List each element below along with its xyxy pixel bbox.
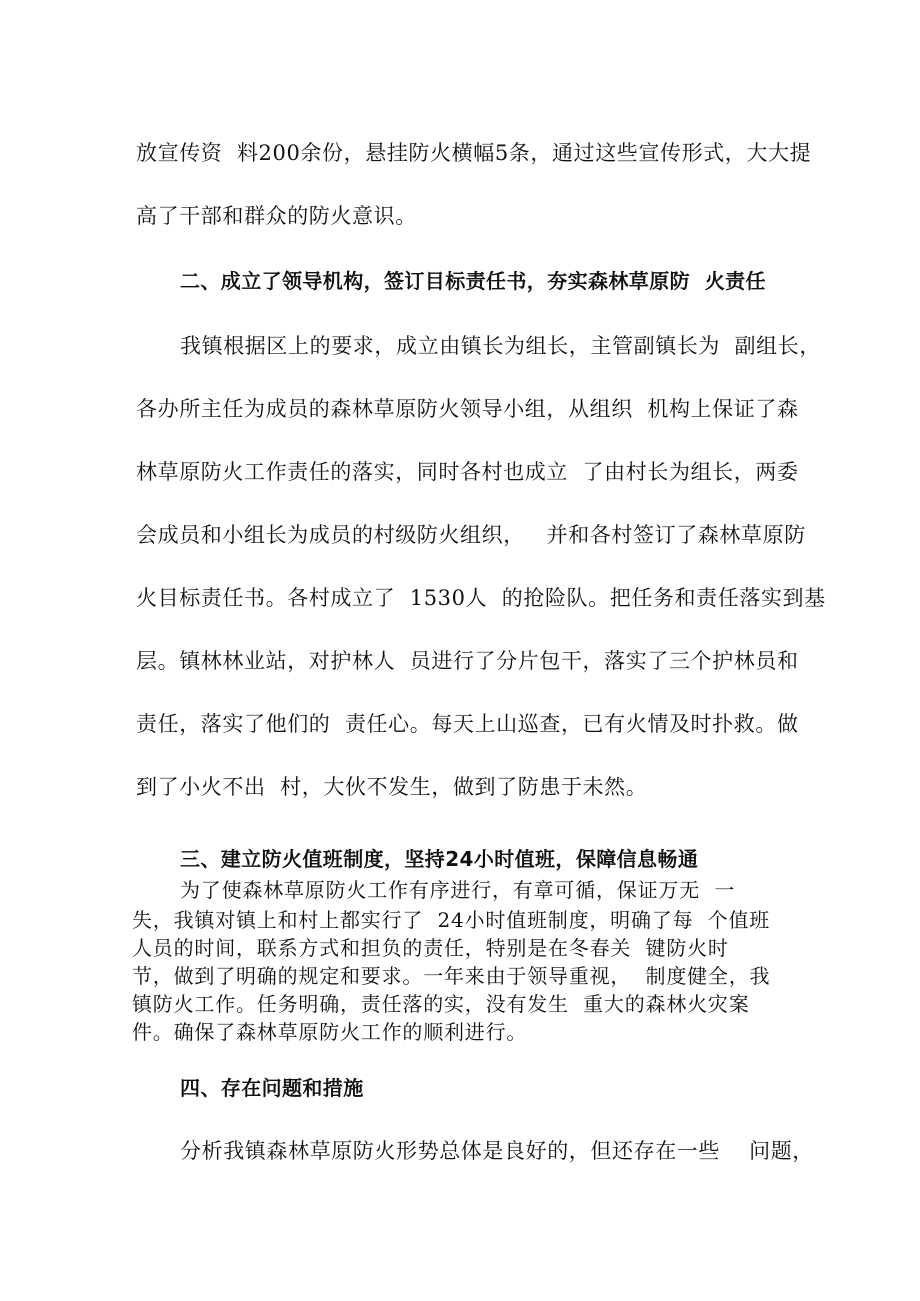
body-text-line: 失，我镇对镇上和村上都实行了 24小时值班制度，明确了每 个值班 bbox=[132, 908, 771, 932]
body-text-line: 到了小火不出 村，大伙不发生，做到了防患于未然。 bbox=[136, 775, 648, 799]
body-text-line: 会成员和小组长为成员的村级防火组织， 并和各村签订了森林草原防 bbox=[136, 523, 806, 547]
body-text-line: 镇防火工作。任务明确，责任落的实，没有发生 重大的森林火灾案 bbox=[132, 992, 750, 1016]
body-text-line: 分析我镇森林草原防火形势总体是良好的，但还存在一些 问题， bbox=[180, 1139, 814, 1163]
section-heading: 四、存在问题和措施 bbox=[180, 1076, 364, 1100]
section-heading: 三、建立防火值班制度，坚持24小时值班，保障信息畅通 bbox=[180, 847, 699, 871]
body-text-line: 高了干部和群众的防火意识。 bbox=[136, 204, 417, 228]
body-text-line: 放宣传资 料200余份，悬挂防火横幅5条，通过这些宣传形式，大大提 bbox=[136, 141, 812, 165]
body-text-line: 林草原防火工作责任的落实，同时各村也成立 了由村长为组长，两委 bbox=[136, 460, 799, 484]
body-text-line: 责任，落实了他们的 责任心。每天上山巡查，已有火情及时扑救。做 bbox=[136, 712, 799, 736]
body-text-line: 火目标责任书。各村成立了 1530人 的抢险队。把任务和责任落实到基 bbox=[136, 586, 826, 610]
section-heading: 二、成立了领导机构，签订目标责任书，夯实森林草原防 火责任 bbox=[180, 269, 766, 293]
body-text-line: 各办所主任为成员的森林草原防火领导小组，从组织 机构上保证了森 bbox=[136, 397, 799, 421]
body-text-line: 为了使森林草原防火工作有序进行，有章可循，保证万无 一 bbox=[180, 878, 736, 902]
body-text-line: 我镇根据区上的要求，成立由镇长为组长，主管副镇长为 副组长， bbox=[180, 334, 821, 358]
body-text-line: 层。镇林林业站，对护林人 员进行了分片包干，落实了三个护林员和 bbox=[136, 649, 799, 673]
body-text-line: 件。确保了森林草原防火工作的顺利进行。 bbox=[132, 1020, 528, 1044]
body-text-line: 人员的时间，联系方式和担负的责任，特别是在冬春关 键防火时 bbox=[132, 936, 729, 960]
body-text-line: 节，做到了明确的规定和要求。一年来由于领导重视， 制度健全，我 bbox=[132, 964, 771, 988]
